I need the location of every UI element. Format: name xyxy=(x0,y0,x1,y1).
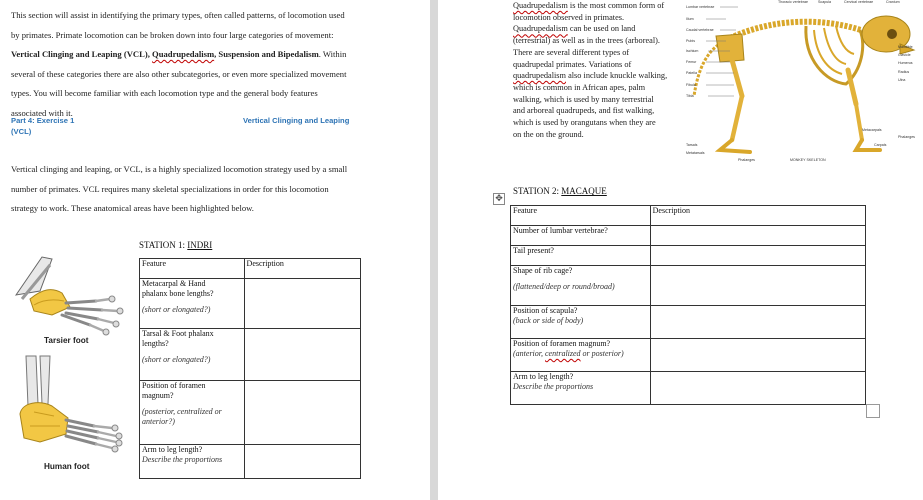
skeleton-label: Lumbar vertebrae xyxy=(686,5,715,9)
feature-question: Arm to leg length? xyxy=(513,372,574,381)
description-cell[interactable] xyxy=(650,339,865,372)
feature-cell xyxy=(511,339,651,372)
table-row xyxy=(140,279,361,329)
term-quadrupedalism: Quadrupedalism xyxy=(152,49,215,59)
vcl-line: strategy to work. These anatomical areas have been highlighted below. xyxy=(11,203,254,213)
description-cell[interactable] xyxy=(650,306,865,339)
skeleton-label: Phalanges xyxy=(898,135,915,139)
feature-question: Position of foramen xyxy=(142,381,206,390)
feature-hint: Describe the proportions xyxy=(142,455,223,464)
skeleton-label: Mandible xyxy=(898,45,913,49)
skeleton-label: Tarsals xyxy=(686,143,698,147)
skeleton-label: Humerus xyxy=(898,61,913,65)
tarsier-foot-label: Tarsier foot xyxy=(44,336,89,345)
quad-line xyxy=(513,70,683,82)
quad-line: and arboreal quadrupeds, and fist walking, xyxy=(513,106,655,116)
header-description: Description xyxy=(244,259,360,279)
part-label-line: Part 4: Exercise 1 xyxy=(11,116,75,125)
feature-question: Metacarpal & Hand xyxy=(142,279,206,288)
quad-line xyxy=(513,0,683,12)
station-name: INDRI xyxy=(187,240,213,250)
table-resize-handle[interactable] xyxy=(866,404,880,418)
feature-cell xyxy=(140,381,245,445)
quad-text: can be used on land xyxy=(567,24,636,34)
vcl-line: Vertical clinging and leaping, or VCL, is a highly specialized locomotion strategy used by a small xyxy=(11,164,348,174)
description-cell[interactable] xyxy=(244,329,360,381)
feature-cell xyxy=(511,372,651,405)
quad-line: walking, which is used by many terrestrial xyxy=(513,94,654,104)
feature-hint: anterior?) xyxy=(142,417,175,426)
feature-cell xyxy=(140,445,245,479)
feature-question: Arm to leg length? xyxy=(142,445,203,454)
intro-line: This section will assist in identifying the primary types, often called patterns, of locomotion used xyxy=(11,10,345,20)
feature-cell xyxy=(140,279,245,329)
table-row xyxy=(140,381,361,445)
quad-line: which is common in African apes, palm xyxy=(513,82,646,92)
vcl-line: number of primates. VCL requires many skeletal specializations in order for this locomotion xyxy=(11,183,329,194)
feature-cell xyxy=(511,266,651,306)
table-row xyxy=(511,306,866,339)
quadrupedalism-paragraph xyxy=(513,0,683,140)
skeleton-label: Pubis xyxy=(686,39,695,43)
table-row xyxy=(511,226,866,246)
skeleton-caption: MONKEY SKELETON xyxy=(790,158,826,162)
header-feature: Feature xyxy=(140,259,245,279)
part-label xyxy=(11,115,74,137)
feature-question: magnum? xyxy=(142,391,174,400)
feature-question: Position of scapula? xyxy=(513,306,578,315)
term-quadrupedalism: quadrupedalism xyxy=(513,71,566,81)
table-row xyxy=(511,266,866,306)
table-move-handle-icon[interactable]: ✥ xyxy=(493,193,505,205)
skeleton-label: Phalanges xyxy=(738,158,755,162)
term-quadrupedalism: Quadrupedalism xyxy=(513,1,568,10)
term-vcl: Vertical Clinging and Leaping (VCL), xyxy=(11,49,153,59)
hint-text: or posterior) xyxy=(580,349,624,358)
skeleton-label: Caudal vertebrae xyxy=(686,28,714,32)
feature-question: Tail present? xyxy=(513,246,554,255)
table-row xyxy=(511,246,866,266)
quad-line: locomotion observed in primates. xyxy=(513,12,625,22)
human-foot-label: Human foot xyxy=(44,462,90,471)
table-row xyxy=(140,329,361,381)
monkey-skeleton-illustration xyxy=(686,0,920,165)
intro-paragraph xyxy=(11,6,421,123)
feature-hint: (posterior, centralized or xyxy=(142,407,222,416)
description-cell[interactable] xyxy=(650,226,865,246)
feature-cell xyxy=(511,246,651,266)
skeleton-label: Femur xyxy=(686,60,697,64)
quad-line: quadrupedal primates. Variations of xyxy=(513,59,632,69)
skeleton-label: Clavicle xyxy=(898,53,911,57)
quad-line xyxy=(513,23,683,35)
skeleton-label: Carpals xyxy=(874,143,887,147)
document-page-left xyxy=(0,0,430,500)
term-quadrupedalism: Quadrupedalism xyxy=(513,24,568,34)
description-cell[interactable] xyxy=(244,445,360,479)
station-prefix: STATION 1: xyxy=(139,240,188,250)
intro-line: several of these categories there are also other subcategories, or even more specialized movement xyxy=(11,68,347,79)
feature-question: Position of foramen magnum? xyxy=(513,339,611,348)
feature-question: Number of lumbar vertebrae? xyxy=(513,226,608,235)
description-cell[interactable] xyxy=(244,279,360,329)
skeleton-label: Fibula xyxy=(686,83,696,87)
intro-line: associated with it. xyxy=(11,107,73,118)
quad-text: is the most common form of xyxy=(567,1,665,10)
table-header-row xyxy=(140,259,361,279)
hint-text: (anterior, xyxy=(513,349,545,358)
station-1-table xyxy=(139,258,361,479)
skeleton-label: Ulna xyxy=(898,78,906,82)
feature-hint: Describe the proportions xyxy=(513,382,594,391)
intro-text: . Within xyxy=(318,49,347,59)
header-feature: Feature xyxy=(511,206,651,226)
skeleton-label: Scapula xyxy=(818,0,831,4)
feature-hint xyxy=(513,349,648,359)
feature-cell xyxy=(511,226,651,246)
table-row xyxy=(511,339,866,372)
skeleton-label: Thoracic vertebrae xyxy=(778,0,808,4)
vcl-paragraph xyxy=(11,160,421,219)
quad-line: which is used by orangutans when they are xyxy=(513,118,656,128)
tarsier-foot-illustration xyxy=(12,255,134,337)
human-foot-illustration xyxy=(12,354,134,456)
feature-hint: (short or elongated?) xyxy=(142,355,211,364)
station-2-heading xyxy=(513,186,607,196)
table-row xyxy=(140,445,361,479)
term-suspension-bipedalism: , Suspension and Bipedalism xyxy=(214,49,319,59)
intro-line xyxy=(11,45,421,65)
skeleton-label: Tibia xyxy=(686,94,694,98)
feature-cell xyxy=(511,306,651,339)
intro-line: types. You will become familiar with each locomotion type and the general body features xyxy=(11,88,318,98)
hint-text: centralized xyxy=(545,349,581,358)
station-prefix: STATION 2: xyxy=(513,186,562,196)
feature-hint: (flattened/deep or round/broad) xyxy=(513,282,615,291)
feature-question: lengths? xyxy=(142,339,169,348)
section-title: Vertical Clinging and Leaping xyxy=(243,116,350,125)
skeleton-label: Metacarpals xyxy=(862,128,882,132)
page-gutter xyxy=(430,0,438,500)
quad-line: There are several different types of xyxy=(513,47,630,57)
quad-text: also include knuckle walking, xyxy=(566,71,668,81)
skeleton-label: Radius xyxy=(898,70,910,74)
description-cell[interactable] xyxy=(244,381,360,445)
skeleton-label: Patella xyxy=(686,71,697,75)
quad-line: (terrestrial) as well as in the trees (arboreal). xyxy=(513,36,660,46)
feature-question: Tarsal & Foot phalanx xyxy=(142,329,214,338)
skeleton-label: Ischium xyxy=(686,49,699,53)
feature-cell xyxy=(140,329,245,381)
station-2-table xyxy=(510,205,866,405)
part-label-line: (VCL) xyxy=(11,127,32,136)
skeleton-label: Cranium xyxy=(886,0,900,4)
skeleton-label: Ilium xyxy=(686,17,694,21)
header-description: Description xyxy=(650,206,865,226)
feature-question: Shape of rib cage? xyxy=(513,266,573,275)
intro-line: by primates. Primate locomotion can be broken down into four large categories of movement: xyxy=(11,29,334,40)
description-cell[interactable] xyxy=(650,266,865,306)
station-name: MACAQUE xyxy=(561,186,607,196)
description-cell[interactable] xyxy=(650,246,865,266)
description-cell[interactable] xyxy=(650,372,865,405)
skeleton-label: Cervical vertebrae xyxy=(844,0,874,4)
table-header-row xyxy=(511,206,866,226)
quad-line: on the on the ground. xyxy=(513,129,584,139)
feature-hint: (back or side of body) xyxy=(513,316,584,325)
feature-question: phalanx bone lengths? xyxy=(142,289,214,298)
skeleton-label: Metatarsals xyxy=(686,151,705,155)
table-row xyxy=(511,372,866,405)
station-1-heading xyxy=(139,240,212,250)
feature-hint: (short or elongated?) xyxy=(142,305,211,314)
